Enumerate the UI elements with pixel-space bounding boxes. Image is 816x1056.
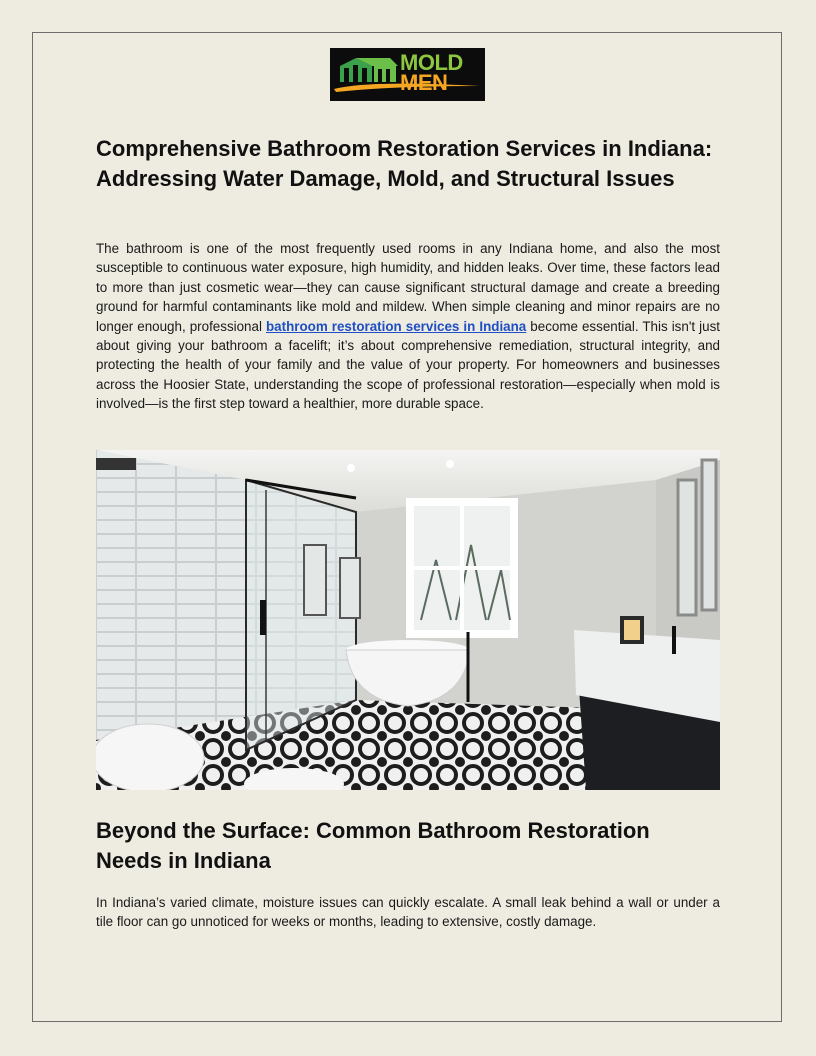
logo-mold-text: MOLD [400,50,463,75]
main-heading-block [96,134,720,194]
second-paragraph-block [96,893,720,932]
logo-wordmark [400,50,463,95]
main-heading: Comprehensive Bathroom Restoration Services in Indiana: Addressing Water Damage, Mold, and Structural Issues [96,136,713,191]
intro-paragraph-block [96,239,720,414]
section-paragraph: In Indiana’s varied climate, moisture issues can quickly escalate. A small leak behind a wall or under a tile floor can go unnoticed for weeks or months, leading to extensive, costly damage. [96,895,720,930]
intro-paragraph [96,239,720,414]
intro-text-before: The bathroom is one of the most frequently used rooms in any Indiana home, and also the most susceptible to continuous water exposure, high humidity, and hidden leaks. Over time, these factors lead to more than just cosmetic wear—they can cause significant structural damage and create a breeding ground for harmful contaminants like mold and mildew. When simple cleaning and minor repairs are no longer enough, professional [96,241,720,334]
section-heading: Beyond the Surface: Common Bathroom Restoration Needs in Indiana [96,818,650,873]
mold-men-logo [330,48,485,101]
bathroom-restoration-link[interactable]: bathroom restoration services in Indiana [265,318,527,334]
second-heading-block [96,816,720,876]
bathroom-photo [96,450,720,790]
logo-men-text: MEN [400,70,448,95]
intro-text-after: become essential. This isn't just about giving your bathroom a facelift; it’s about comprehensive remediation, structural integrity, and protecting the health of your family and the value of your property. For homeowners and businesses across the Hoosier State, understanding the scope of professional restoration—especially when mold is involved—is the first step toward a healthier, more durable space. [96,318,720,412]
